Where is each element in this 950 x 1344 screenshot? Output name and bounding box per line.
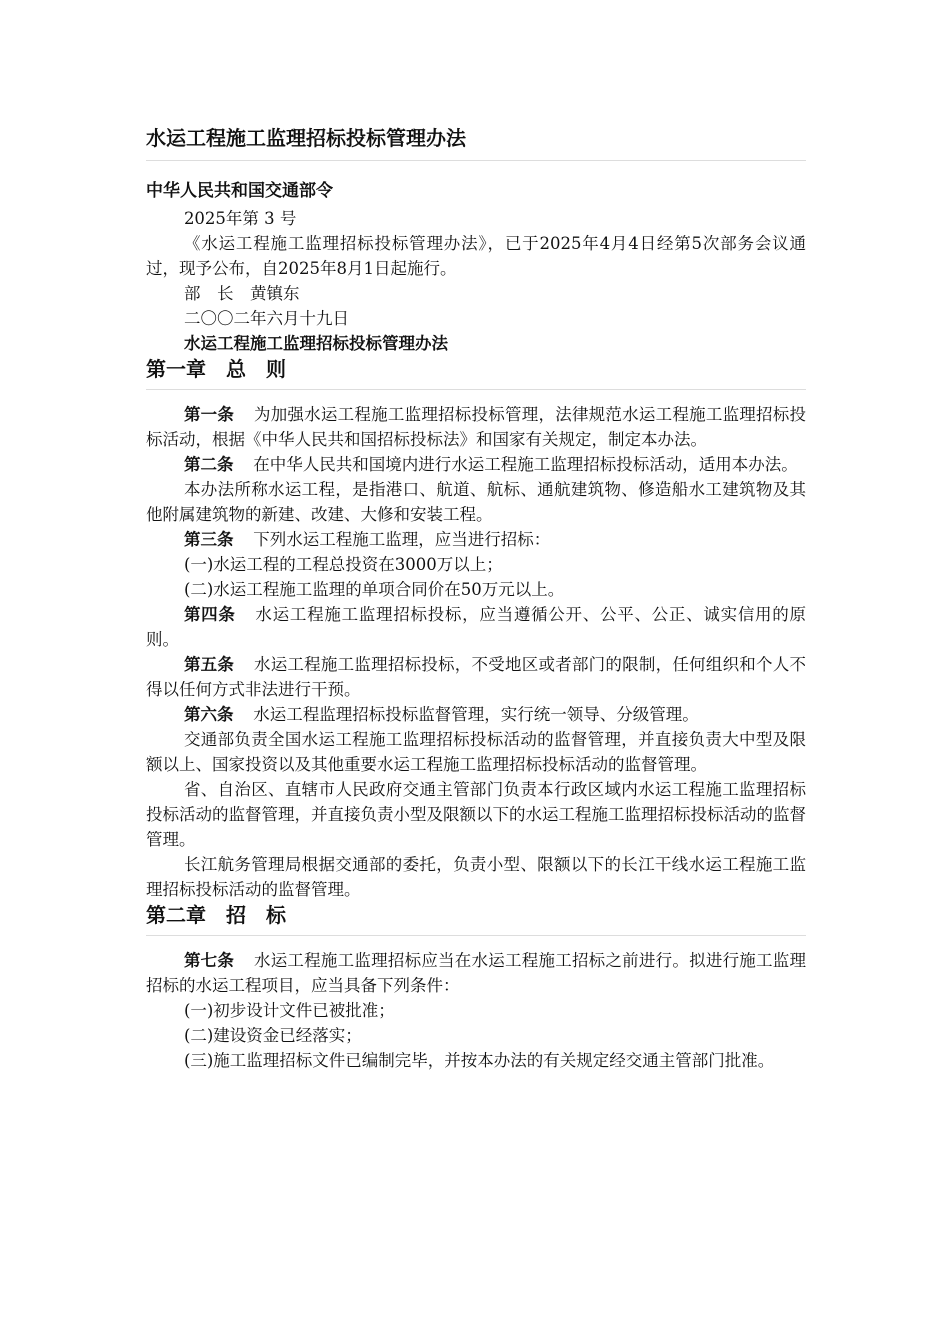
article-label: 第一条 bbox=[183, 405, 235, 424]
article-text: 水运工程施工监理招标应当在水运工程施工招标之前进行。拟进行施工监理招标的水运工程项目，应当具备下列条件： bbox=[146, 951, 807, 995]
article-label: 第三条 bbox=[183, 530, 234, 549]
article-text: 水运工程施工监理招标投标，不受地区或者部门的限制，任何组织和个人不得以任何方式非法进行干预。 bbox=[146, 655, 807, 699]
sign-date: 二〇〇二年六月十九日 bbox=[183, 309, 349, 328]
document-page bbox=[146, 118, 806, 1073]
promulgation-paragraph: 《水运工程施工监理招标投标管理办法》，已于2025年4月4日经第5次部务会议通过，现予公布，自2025年8月1日起施行。 bbox=[146, 234, 806, 278]
article-5 bbox=[146, 652, 806, 702]
article-3-item-2: (二)水运工程施工监理的单项合同价在50万元以上。 bbox=[183, 580, 565, 599]
article-7-item-3: (三)施工监理招标文件已编制完毕，并按本办法的有关规定经交通主管部门批准。 bbox=[183, 1051, 775, 1070]
article-label: 第七条 bbox=[183, 951, 235, 970]
chapter-heading-1: 第一章 总 则 bbox=[146, 356, 806, 390]
article-text: 水运工程监理招标投标监督管理，实行统一领导、分级管理。 bbox=[253, 705, 699, 724]
article-6-paragraph-4: 长江航务管理局根据交通部的委托，负责小型、限额以下的长江干线水运工程施工监理招标投标活动的监督管理。 bbox=[146, 855, 806, 899]
article-7-item-1: (一)初步设计文件已被批准； bbox=[183, 1001, 395, 1020]
document-title: 水运工程施工监理招标投标管理办法 bbox=[146, 118, 806, 161]
article-text: 为加强水运工程施工监理招标投标管理，法律规范水运工程施工监理招标投标活动，根据《中华人民共和国招标投标法》和国家有关规定，制定本办法。 bbox=[146, 405, 807, 449]
chapter-heading-2: 第二章 招 标 bbox=[146, 902, 806, 936]
article-3 bbox=[146, 527, 806, 552]
article-label: 第六条 bbox=[183, 705, 234, 724]
article-3-item-1: (一)水运工程的工程总投资在3000万以上； bbox=[183, 555, 503, 574]
article-6-paragraph-3: 省、自治区、直辖市人民政府交通主管部门负责本行政区域内水运工程施工监理招标投标活动的监督管理，并直接负责小型及限额以下的水运工程施工监理招标投标活动的监督管理。 bbox=[146, 780, 806, 849]
article-4 bbox=[146, 602, 806, 652]
article-label: 第五条 bbox=[183, 655, 235, 674]
article-text: 下列水运工程施工监理，应当进行招标： bbox=[253, 530, 551, 549]
order-number: 2025年第 3 号 bbox=[183, 209, 297, 228]
article-6 bbox=[146, 702, 806, 727]
article-text: 在中华人民共和国境内进行水运工程施工监理招标投标活动，适用本办法。 bbox=[253, 455, 798, 474]
article-label: 第二条 bbox=[183, 455, 234, 474]
inner-title: 水运工程施工监理招标投标管理办法 bbox=[183, 334, 448, 353]
signer: 部 长 黄镇东 bbox=[183, 284, 300, 303]
order-heading: 中华人民共和国交通部令 bbox=[146, 181, 333, 201]
article-2 bbox=[146, 452, 806, 477]
article-6-paragraph-2: 交通部负责全国水运工程施工监理招标投标活动的监督管理，并直接负责大中型及限额以上、国家投资以及其他重要水运工程施工监理招标投标活动的监督管理。 bbox=[146, 730, 806, 774]
article-text: 水运工程施工监理招标投标，应当遵循公开、公平、公正、诚实信用的原则。 bbox=[146, 605, 807, 649]
article-1 bbox=[146, 402, 806, 452]
article-7-item-2: (二)建设资金已经落实； bbox=[183, 1026, 362, 1045]
article-2-paragraph-2: 本办法所称水运工程，是指港口、航道、航标、通航建筑物、修造船水工建筑物及其他附属建筑物的新建、改建、大修和安装工程。 bbox=[146, 480, 806, 524]
article-7 bbox=[146, 948, 806, 998]
article-label: 第四条 bbox=[183, 605, 236, 624]
